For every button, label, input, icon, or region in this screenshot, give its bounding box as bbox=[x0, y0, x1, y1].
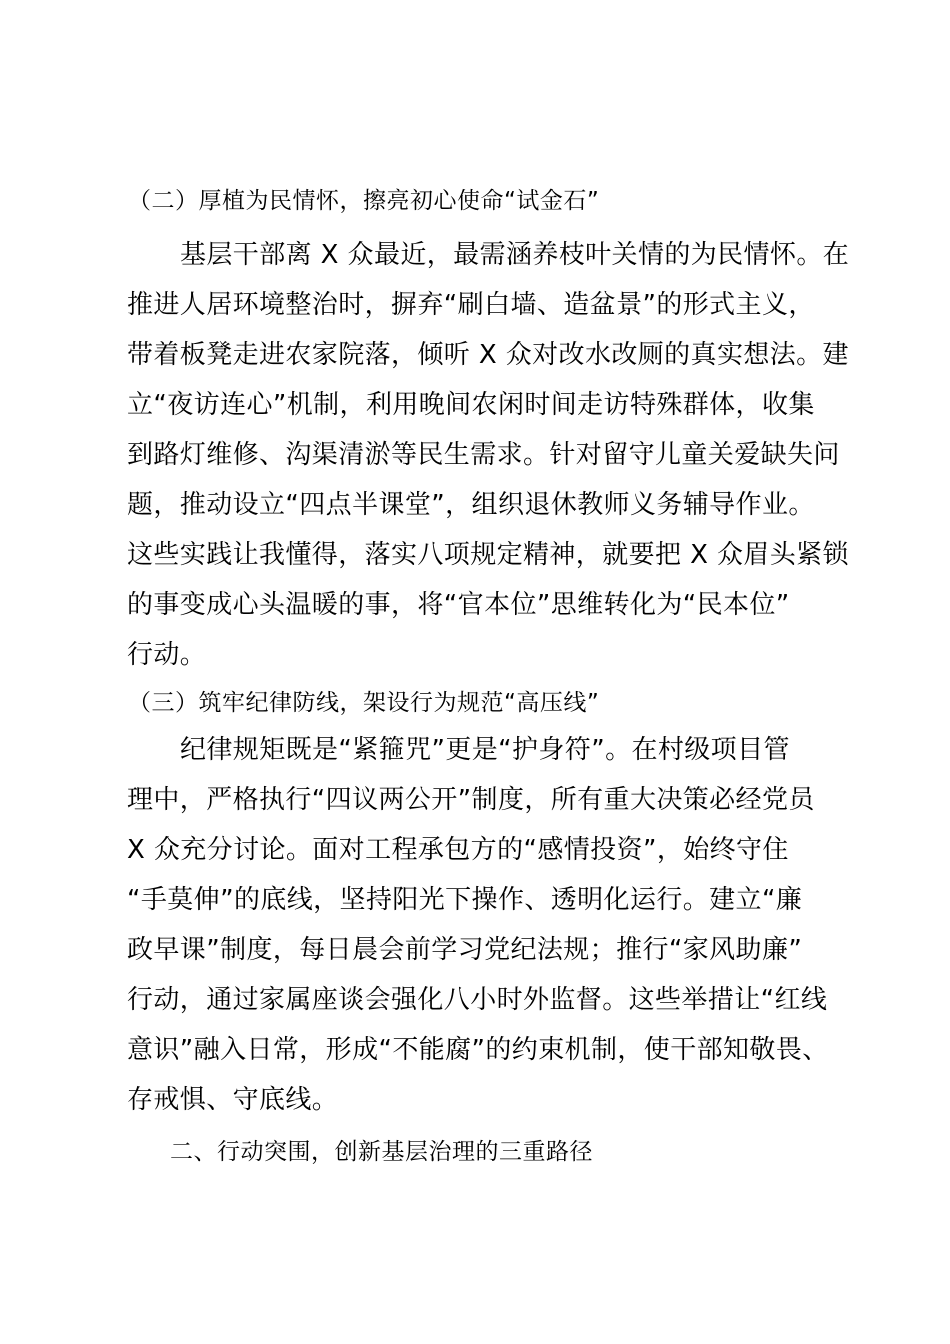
paragraph-line: “手莫伸”的底线，坚持阳光下操作、透明化运行。建立“廉 bbox=[127, 885, 803, 915]
paragraph-line: 行动。 bbox=[127, 640, 207, 670]
paragraph-line: 的事变成心头温暖的事，将“官本位”思维转化为“民本位” bbox=[127, 590, 790, 620]
paragraph-line: 政早课”制度，每日晨会前学习党纪法规；推行“家风助廉” bbox=[127, 935, 803, 965]
section-heading: 二、行动突围，创新基层治理的三重路径 bbox=[170, 1139, 593, 1165]
paragraph-line: 基层干部离 X 众最近，最需涵养枝叶关情的为民情怀。在 bbox=[180, 240, 850, 270]
paragraph-line: 题，推动设立“四点半课堂”，组织退休教师义务辅导作业。 bbox=[127, 490, 815, 520]
paragraph-line: 理中，严格执行“四议两公开”制度，所有重大决策必经党员 bbox=[127, 785, 815, 815]
paragraph-line: 带着板凳走进农家院落，倾听 X 众对改水改厕的真实想法。建 bbox=[127, 340, 849, 370]
paragraph-line: 存戒惧、守底线。 bbox=[127, 1085, 339, 1115]
paragraph-line: 推进人居环境整治时，摒弃“刷白墙、造盆景”的形式主义， bbox=[127, 290, 815, 320]
paragraph-line: 行动，通过家属座谈会强化八小时外监督。这些举措让“红线 bbox=[127, 985, 828, 1015]
paragraph-line: 这些实践让我懂得，落实八项规定精神，就要把 X 众眉头紧锁 bbox=[127, 540, 849, 570]
subsection-heading-2: （二）厚植为民情怀，擦亮初心使命“试金石” bbox=[128, 188, 600, 214]
paragraph-line: 到路灯维修、沟渠清淤等民生需求。针对留守儿童关爱缺失问 bbox=[127, 440, 840, 470]
paragraph-line: 纪律规矩既是“紧箍咒”更是“护身符”。在村级项目管 bbox=[180, 735, 790, 765]
paragraph-line: 立“夜访连心”机制，利用晚间农闲时间走访特殊群体，收集 bbox=[127, 390, 815, 420]
paragraph-line: 意识”融入日常，形成“不能腐”的约束机制，使干部知敬畏、 bbox=[127, 1035, 829, 1065]
subsection-heading-3: （三）筑牢纪律防线，架设行为规范“高压线” bbox=[128, 690, 600, 716]
paragraph-line: X 众充分讨论。面对工程承包方的“感情投资”，始终守住 bbox=[127, 835, 789, 865]
